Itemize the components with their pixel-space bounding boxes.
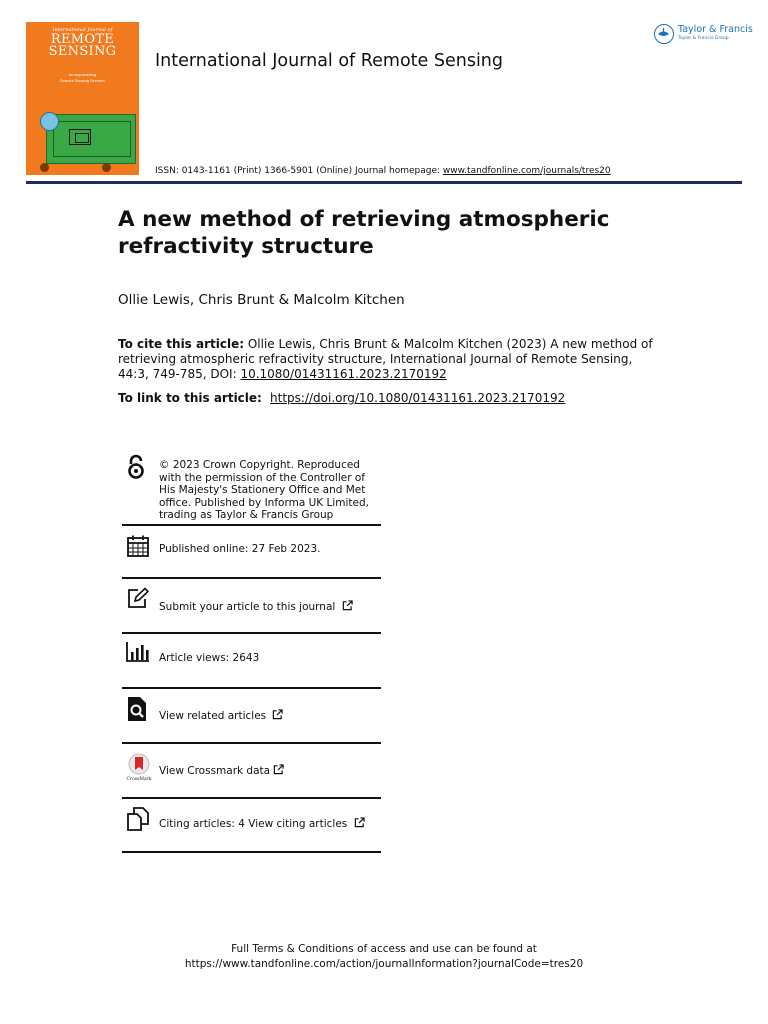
related-articles-icon bbox=[126, 696, 148, 722]
article-info-list bbox=[122, 450, 381, 853]
views-row bbox=[122, 634, 381, 689]
citing-articles-link[interactable] bbox=[159, 817, 365, 831]
taylor-francis-logo-icon bbox=[654, 24, 674, 44]
cover-line4: Remote Sensing Reviews bbox=[60, 79, 105, 83]
citing-articles-icon bbox=[126, 807, 150, 831]
external-link-icon bbox=[272, 709, 283, 720]
external-link-icon bbox=[342, 600, 353, 611]
edit-icon bbox=[126, 587, 150, 609]
cover-footer-logos bbox=[26, 161, 139, 175]
journal-name: International Journal of Remote Sensing bbox=[155, 51, 504, 71]
crossmark-link[interactable] bbox=[159, 764, 284, 778]
citing-label: Citing articles: 4 View citing articles bbox=[159, 818, 348, 830]
cite-label: To cite this article: bbox=[118, 337, 245, 351]
society-logo-icon bbox=[40, 163, 49, 172]
published-row bbox=[122, 526, 381, 579]
article-authors: Ollie Lewis, Chris Brunt & Malcolm Kitchen bbox=[118, 292, 405, 308]
link-label: To link to this article: bbox=[118, 391, 267, 405]
crossmark-icon bbox=[126, 753, 152, 781]
copyright-text: © 2023 Crown Copyright. Reproduced with the permission of the Controller of His Majesty's Stationery Office and Met office. Published by Informa UK Limited, trading as Taylor & Francis Group bbox=[159, 459, 369, 521]
submit-row[interactable] bbox=[122, 579, 381, 634]
footer-line1: Full Terms & Conditions of access and use can be found at bbox=[231, 943, 537, 955]
cover-title bbox=[26, 34, 139, 58]
crossmark-row[interactable] bbox=[122, 744, 381, 799]
header-divider bbox=[26, 181, 742, 184]
published-date: Published online: 27 Feb 2023. bbox=[159, 543, 321, 555]
cover-image bbox=[46, 114, 136, 164]
external-link-icon bbox=[273, 764, 284, 775]
cover-title-word2: SENSING bbox=[48, 44, 117, 59]
article-views: Article views: 2643 bbox=[159, 652, 260, 664]
crossmark-label: View Crossmark data bbox=[159, 765, 271, 777]
related-label: View related articles bbox=[159, 710, 267, 722]
journal-homepage-link[interactable]: www.tandfonline.com/journals/tres20 bbox=[442, 166, 611, 176]
cover-line3: incorporating bbox=[68, 72, 97, 77]
citing-row[interactable] bbox=[122, 799, 381, 853]
journal-cover bbox=[26, 22, 139, 175]
related-articles-link[interactable] bbox=[159, 709, 283, 723]
publisher-name: Taylor & Francis bbox=[678, 24, 753, 35]
cite-text: Ollie Lewis, Chris Brunt & Malcolm Kitchen (2023) A new method of retrieving atmospheric refractivity structure, International Journal of Remote Sensing, 44:3, 749-785, DOI: bbox=[118, 337, 653, 381]
copyright-row bbox=[122, 450, 381, 526]
submit-link[interactable] bbox=[159, 600, 353, 614]
article-url-link[interactable]: https://doi.org/10.1080/01431161.2023.2170192 bbox=[270, 391, 566, 405]
crossmark-logo-text: CrossMark bbox=[126, 777, 152, 781]
article-link-line bbox=[118, 391, 565, 405]
publisher-sub: Taylor & Francis Group bbox=[678, 36, 729, 41]
article-title: A new method of retrieving atmospheric refractivity structure bbox=[118, 207, 610, 259]
terms-footer bbox=[0, 942, 768, 971]
publisher-logo-icon bbox=[102, 163, 111, 172]
cover-line1: International Journal of bbox=[52, 27, 113, 33]
bar-chart-icon bbox=[126, 641, 150, 663]
footer-terms-link[interactable]: https://www.tandfonline.com/action/journalInformation?journalCode=tres20 bbox=[184, 957, 584, 970]
globe-icon bbox=[40, 112, 59, 131]
issn-line bbox=[155, 166, 611, 176]
issn-text: ISSN: 0143-1161 (Print) 1366-5901 (Online) Journal homepage: bbox=[155, 166, 443, 176]
cover-title-word1: REMOTE bbox=[50, 32, 115, 47]
calendar-icon bbox=[126, 534, 150, 558]
open-access-icon bbox=[126, 454, 146, 480]
related-row[interactable] bbox=[122, 689, 381, 744]
doi-link[interactable]: 10.1080/01431161.2023.2170192 bbox=[240, 367, 447, 381]
submit-label: Submit your article to this journal bbox=[159, 601, 336, 613]
citation-block bbox=[118, 337, 658, 382]
external-link-icon bbox=[354, 817, 365, 828]
